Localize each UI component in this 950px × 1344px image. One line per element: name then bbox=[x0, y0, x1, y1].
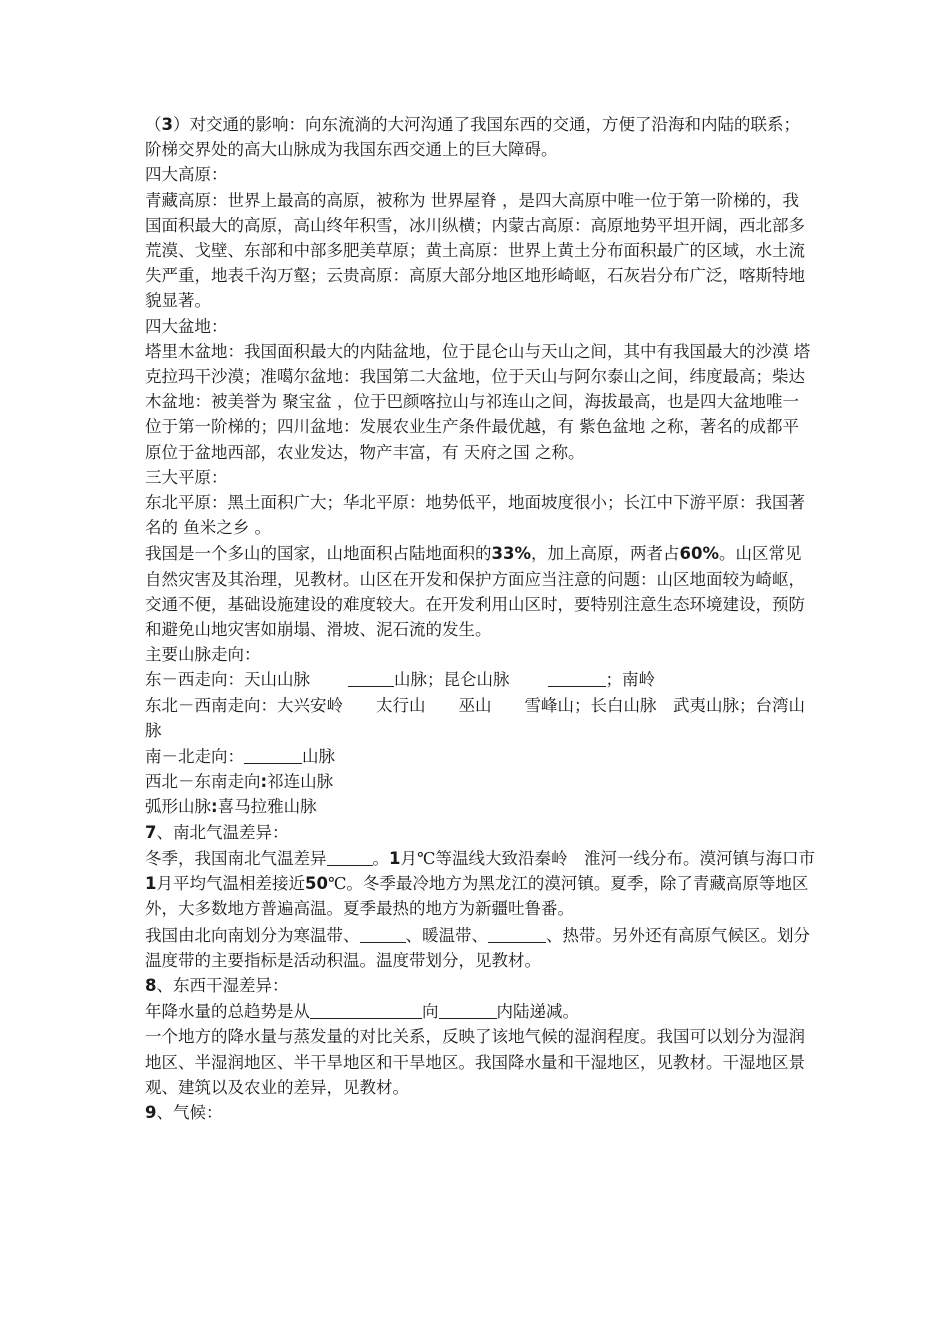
blank-line bbox=[327, 847, 373, 866]
blank-line bbox=[310, 1000, 422, 1019]
plains-heading: 三大平原： bbox=[145, 467, 228, 487]
basins-paragraph: 塔里木盆地：我国面积最大的内陆盆地，位于昆仑山与天山之间，其中有我国最大的沙漠 塔克拉玛干沙漠；准噶尔盆地：我国第二大盆地，位于天山与阿尔泰山之间，纬度最高；柴达木盆地：被美誉为 聚宝盆 ，位于巴颜喀拉山与祁连山之间，海拔最高，也是四大盆地唯一位于第一阶梯的；四川盆地：发展农业生产条件最优越，有 紫色盆地 之称，著名的成都平原位于盆地西部，农业发达，物产丰富，有 天府之国 之称。 bbox=[145, 341, 811, 462]
ranges-arc: 弧形山脉:喜马拉雅山脉 bbox=[145, 797, 317, 817]
plateaus-paragraph: 青藏高原：世界上最高的高原，被称为 世界屋脊 ，是四大高原中唯一位于第一阶梯的，我国面积最大的高原，高山终年积雪，冰川纵横；内蒙古高原：高原地势平坦开阔，西北部多荒漠、戈壁、东部和中部多肥美草原；黄土高原：世界上黄土分布面积最广的区域，水土流失严重，地表千沟万壑；云贵高原：高原大部分地区地形崎岖，石灰岩分布广泛，喀斯特地貌显著。 bbox=[145, 190, 805, 311]
section-8-heading: 8、东西干湿差异： bbox=[145, 975, 289, 995]
combined-percent: 60% bbox=[679, 544, 719, 564]
document-page bbox=[145, 112, 815, 1125]
blank-line bbox=[548, 668, 606, 687]
blank-line bbox=[348, 668, 394, 687]
mountain-area-percent: 33% bbox=[491, 544, 531, 564]
blank-line bbox=[360, 924, 406, 943]
section-8-rainfall-line: 年降水量的总趋势是从 向 内陆递减。 bbox=[145, 1002, 579, 1022]
blank-line bbox=[439, 1000, 497, 1019]
section-7-zones-paragraph: 我国由北向南划分为寒温带、 、暖温带、 、热带。另外还有高原气候区。划分温度带的主要指标是活动积温。温度带划分，见教材。 bbox=[145, 925, 810, 970]
item-number: 3 bbox=[161, 115, 173, 134]
ranges-northwest-southeast: 西北－东南走向:祁连山脉 bbox=[145, 772, 334, 792]
section-7-temperature-paragraph: 冬季，我国南北气温差异 。1月℃等温线大致沿秦岭 淮河一线分布。漠河镇与海口市1月平均气温相差接近50℃。冬季最冷地方为黑龙江的漠河镇。夏季，除了青藏高原等地区外，大多数地方普遍高温。夏季最热的地方为新疆吐鲁番。 bbox=[145, 848, 815, 919]
blank-line bbox=[244, 745, 302, 764]
transport-paragraph: （3）对交通的影响：向东流淌的大河沟通了我国东西的交通，方便了沿海和内陆的联系；阶梯交界处的高大山脉成为我国东西交通上的巨大障碍。 bbox=[145, 115, 800, 160]
ranges-north-south: 南－北走向： 山脉 bbox=[145, 747, 335, 767]
section-8-paragraph: 一个地方的降水量与蒸发量的对比关系，反映了该地气候的湿润程度。我国可以划分为湿润地区、半湿润地区、半干旱地区和干旱地区。我国降水量和干湿地区，见教材。干湿地区景观、建筑以及农业的差异，见教材。 bbox=[145, 1027, 805, 1097]
ranges-east-west: 东－西走向：天山山脉 山脉；昆仑山脉 ；南岭 bbox=[145, 670, 655, 690]
section-7-heading: 7、南北气温差异： bbox=[145, 822, 289, 842]
section-9-heading: 9、气候： bbox=[145, 1102, 223, 1122]
mountains-paragraph: 我国是一个多山的国家，山地面积占陆地面积的33%，加上高原，两者占60%。山区常见自然灾害及其治理，见教材。山区在开发和保护方面应当注意的问题：山区地面较为崎岖，交通不便，基础设施建设的难度较大。在开发利用山区时，要特别注意生态环境建设，预防和避免山地灾害如崩塌、滑坡、泥石流的发生。 bbox=[145, 544, 805, 640]
blank-line bbox=[488, 924, 546, 943]
plains-paragraph: 东北平原：黑土面积广大；华北平原：地势低平，地面坡度很小；长江中下游平原：我国著名的 鱼米之乡 。 bbox=[145, 493, 805, 538]
plateaus-heading: 四大高原： bbox=[145, 165, 228, 185]
ranges-heading: 主要山脉走向： bbox=[145, 645, 261, 665]
basins-heading: 四大盆地： bbox=[145, 316, 228, 336]
ranges-northeast-southwest: 东北－西南走向：大兴安岭 太行山 巫山 雪峰山；长白山脉 武夷山脉；台湾山脉 bbox=[145, 695, 805, 740]
